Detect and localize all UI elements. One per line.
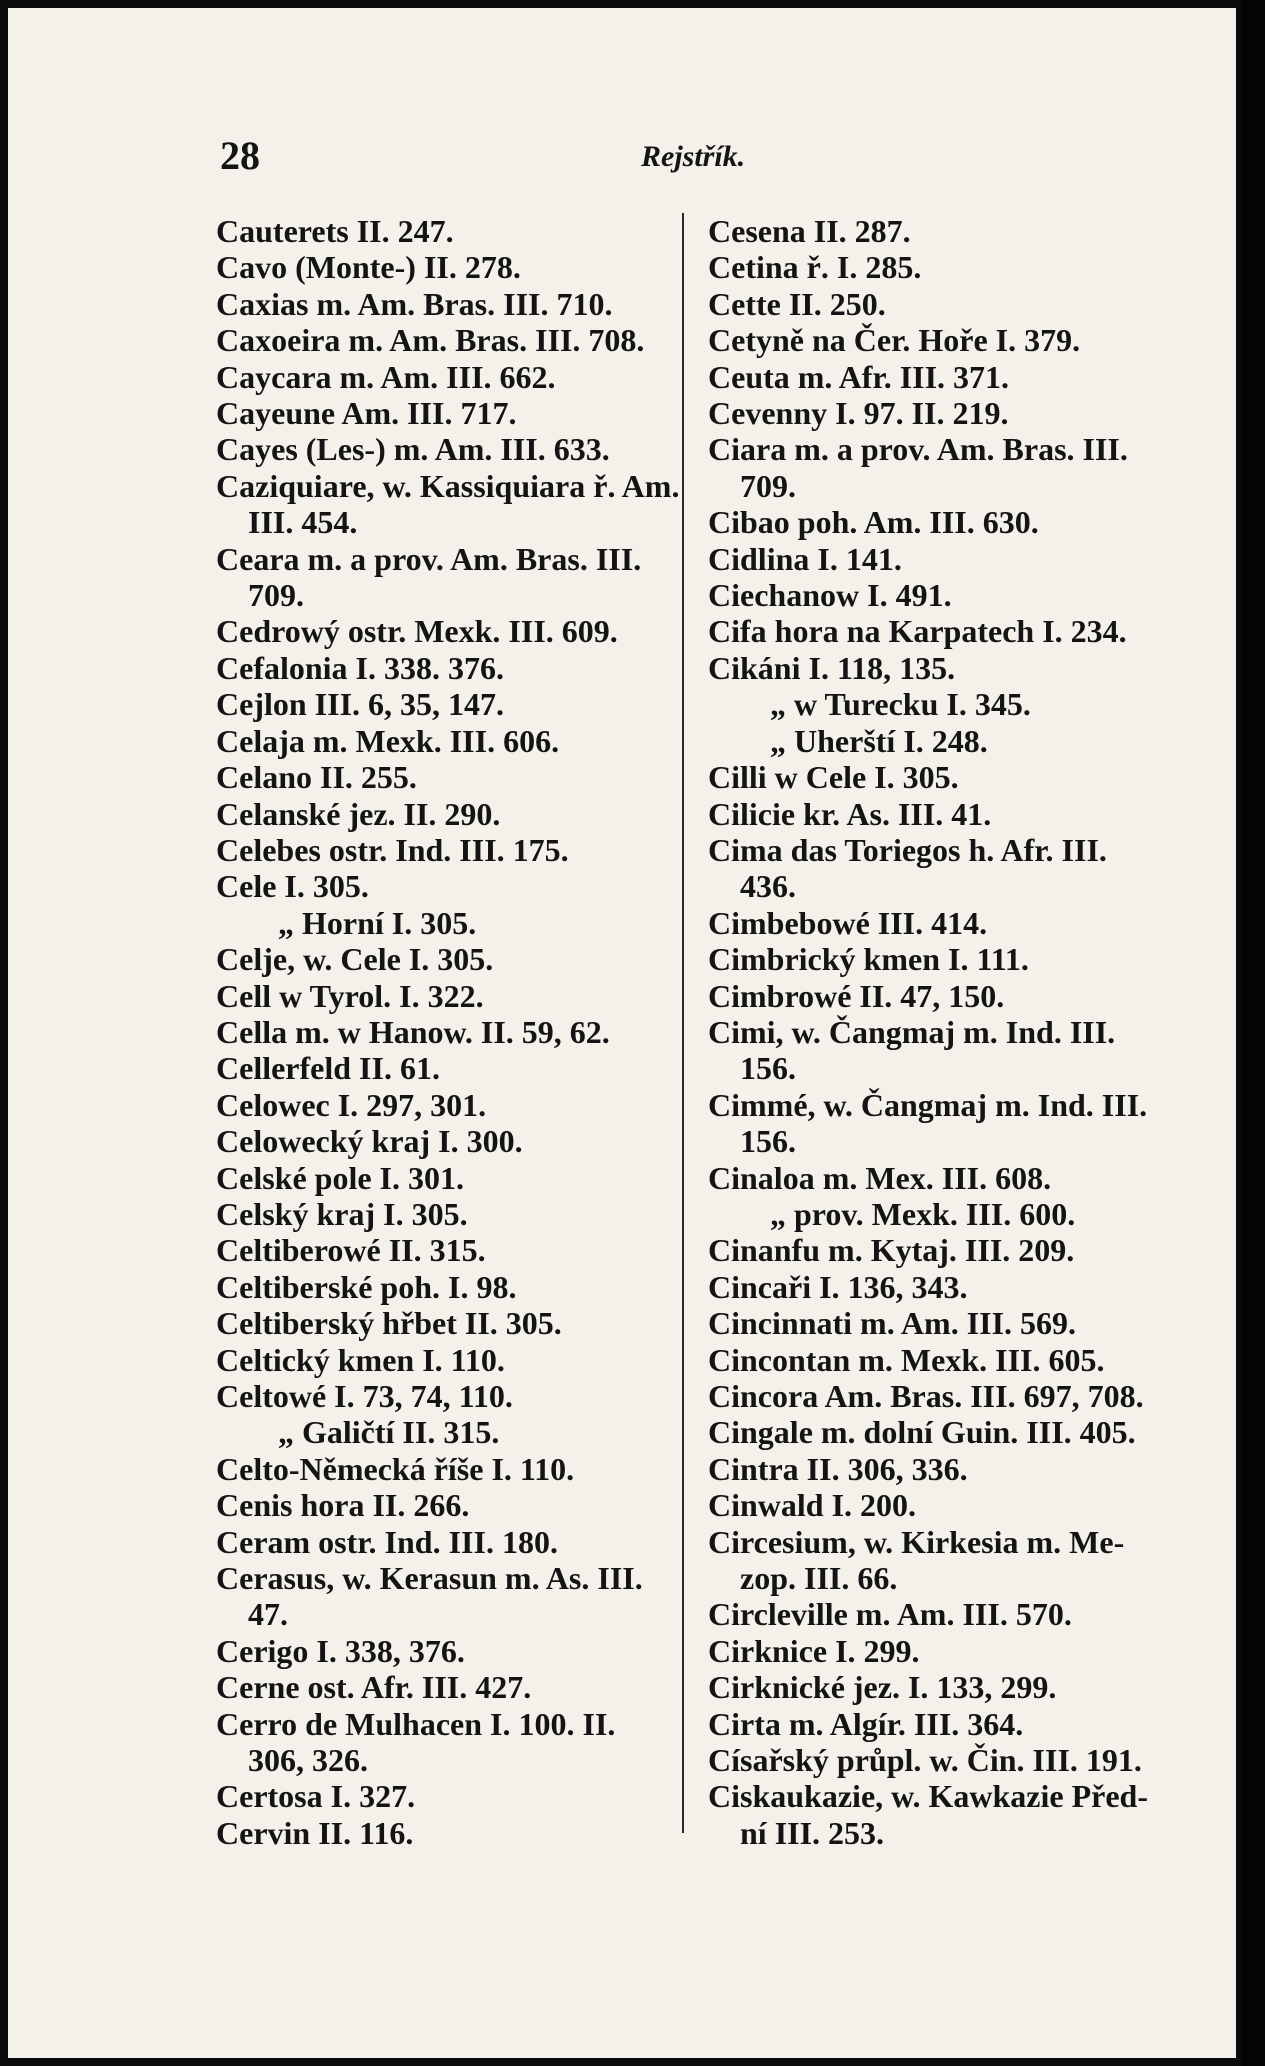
index-entry: Cauterets II. 247. bbox=[216, 213, 454, 249]
index-entry: Ceuta m. Afr. III. 371. bbox=[708, 358, 1010, 395]
index-entry: Cimbrowé II. 47, 150. bbox=[708, 977, 1005, 1014]
index-entry: Cilicie kr. As. III. 41. bbox=[708, 795, 992, 832]
index-entry: Císařský průpl. w. Čin. III. 191. bbox=[708, 1742, 1142, 1779]
index-entry: Cevenny I. 97. II. 219. bbox=[708, 395, 1009, 432]
index-entry: Celské pole I. 301. bbox=[216, 1159, 464, 1196]
index-entry: Cinaloa m. Mex. III. 608. bbox=[708, 1159, 1052, 1196]
index-entry: Cayeune Am. III. 717. bbox=[216, 395, 517, 432]
index-entry: Cetyně na Čer. Hoře I. 379. bbox=[708, 322, 1081, 359]
index-entry: Caxias m. Am. Bras. III. 710. bbox=[216, 285, 613, 322]
index-entry: ní III. 253. bbox=[740, 1814, 885, 1851]
index-entry: Celto-Německá říše I. 110. bbox=[216, 1450, 575, 1487]
index-entry: Cerasus, w. Kerasun m. As. III. bbox=[216, 1560, 643, 1597]
index-entry: 709. bbox=[248, 577, 304, 614]
index-entry: Cifa hora na Karpatech I. 234. bbox=[708, 613, 1127, 650]
index-entry: Celtiberowé II. 315. bbox=[216, 1232, 486, 1269]
index-entry: Cirknice I. 299. bbox=[708, 1632, 920, 1669]
index-entry: Ceara m. a prov. Am. Bras. III. bbox=[216, 540, 642, 577]
index-entry: 436. bbox=[740, 868, 796, 905]
index-entry: Cimbrický kmen I. 111. bbox=[708, 941, 1029, 978]
index-entry: Cette II. 250. bbox=[708, 285, 886, 322]
index-entry: Cilli w Cele I. 305. bbox=[708, 759, 959, 796]
index-entry: Cidlina I. 141. bbox=[708, 540, 902, 577]
index-entry: Cell w Tyrol. I. 322. bbox=[216, 977, 484, 1014]
index-entry: Cimi, w. Čangmaj m. Ind. III. bbox=[708, 1013, 1116, 1050]
index-entry: Ciechanow I. 491. bbox=[708, 577, 952, 614]
index-entry: Cinwald I. 200. bbox=[708, 1487, 917, 1524]
index-entry: Cimbebowé III. 414. bbox=[708, 904, 988, 941]
index-entry: Cella m. w Hanow. II. 59, 62. bbox=[216, 1013, 610, 1050]
index-entry: 306, 326. bbox=[248, 1742, 368, 1779]
index-entry: Cimmé, w. Čangmaj m. Ind. III. bbox=[708, 1086, 1148, 1123]
book-page bbox=[8, 8, 1236, 2058]
index-entry: Celtiberský hřbet II. 305. bbox=[216, 1305, 562, 1342]
index-entry: Cenis hora II. 266. bbox=[216, 1487, 470, 1524]
index-entry: „ Galičtí II. 315. bbox=[278, 1414, 500, 1451]
index-entry: Cejlon III. 6, 35, 147. bbox=[216, 686, 505, 723]
index-entry: Ceram ostr. Ind. III. 180. bbox=[216, 1523, 558, 1560]
index-entry: Ciskaukazie, w. Kawkazie Před- bbox=[708, 1778, 1148, 1815]
index-entry: zop. III. 66. bbox=[740, 1560, 898, 1597]
index-entry: Celebes ostr. Ind. III. 175. bbox=[216, 831, 569, 868]
index-entry: Cellerfeld II. 61. bbox=[216, 1050, 440, 1087]
index-entry: Certosa I. 327. bbox=[216, 1778, 416, 1815]
index-entry: Circleville m. Am. III. 570. bbox=[708, 1596, 1072, 1633]
index-entry: Celtiberské poh. I. 98. bbox=[216, 1268, 517, 1305]
index-entry: Celský kraj I. 305. bbox=[216, 1195, 468, 1232]
index-entry: Cerigo I. 338, 376. bbox=[216, 1632, 465, 1669]
index-entry: „ prov. Mexk. III. 600. bbox=[770, 1195, 1076, 1232]
index-entry: Cincaři I. 136, 343. bbox=[708, 1268, 968, 1305]
index-entry: „ Uherští I. 248. bbox=[770, 722, 988, 759]
index-entry: Celowec I. 297, 301. bbox=[216, 1086, 487, 1123]
index-column-right bbox=[708, 213, 1178, 1851]
index-entry: Celanské jez. II. 290. bbox=[216, 795, 501, 832]
index-entry: Cincora Am. Bras. III. 697, 708. bbox=[708, 1378, 1144, 1414]
index-entry: Caycara m. Am. III. 662. bbox=[216, 358, 556, 395]
index-entry: „ w Turecku I. 345. bbox=[770, 686, 1031, 723]
index-entry: Cesena II. 287. bbox=[708, 213, 911, 249]
running-title: Rejstřík. bbox=[641, 140, 746, 173]
index-entry: Circesium, w. Kirkesia m. Me- bbox=[708, 1523, 1125, 1560]
index-entry: III. 454. bbox=[248, 504, 358, 541]
index-entry: Cayes (Les-) m. Am. III. 633. bbox=[216, 431, 610, 468]
index-entry: Cervin II. 116. bbox=[216, 1814, 414, 1851]
index-entry: Cele I. 305. bbox=[216, 868, 369, 905]
index-entry: Cikáni I. 118, 135. bbox=[708, 649, 956, 686]
index-entry: Cerro de Mulhacen I. 100. II. bbox=[216, 1705, 616, 1742]
index-entry: Celtowé I. 73, 74, 110. bbox=[216, 1378, 513, 1414]
index-entry: Cinanfu m. Kytaj. III. 209. bbox=[708, 1232, 1075, 1269]
index-column-left bbox=[216, 213, 686, 1851]
index-entry: Caziquiare, w. Kassiquiara ř. Am. bbox=[216, 467, 680, 504]
index-entry: Ciara m. a prov. Am. Bras. III. bbox=[708, 431, 1128, 468]
index-entry: Celaja m. Mexk. III. 606. bbox=[216, 722, 560, 759]
index-entry: Celowecký kraj I. 300. bbox=[216, 1123, 523, 1160]
column-divider bbox=[682, 213, 684, 1833]
index-entry: „ Horní I. 305. bbox=[278, 904, 477, 941]
index-entry: 156. bbox=[740, 1050, 796, 1087]
index-entry: Cima das Toriegos h. Afr. III. bbox=[708, 831, 1107, 868]
index-entry: Cavo (Monte-) II. 278. bbox=[216, 249, 521, 286]
scan-edge bbox=[1241, 0, 1265, 2066]
index-entry: Cirta m. Algír. III. 364. bbox=[708, 1705, 1024, 1742]
index-entry: Cibao poh. Am. III. 630. bbox=[708, 504, 1039, 541]
page-number: 28 bbox=[220, 133, 260, 178]
index-entry: Cincinnati m. Am. III. 569. bbox=[708, 1305, 1077, 1342]
index-entry: Cincontan m. Mexk. III. 605. bbox=[708, 1341, 1105, 1378]
index-entry: 709. bbox=[740, 467, 796, 504]
index-entry: Cirknické jez. I. 133, 299. bbox=[708, 1669, 1057, 1706]
index-entry: Cerne ost. Afr. III. 427. bbox=[216, 1669, 532, 1706]
index-entry: Caxoeira m. Am. Bras. III. 708. bbox=[216, 322, 645, 359]
index-entry: 156. bbox=[740, 1123, 796, 1160]
index-entry: Celtický kmen I. 110. bbox=[216, 1341, 505, 1378]
index-entry: Cintra II. 306, 336. bbox=[708, 1450, 968, 1487]
index-entry: Cetina ř. I. 285. bbox=[708, 249, 922, 286]
index-entry: Cingale m. dolní Guin. III. 405. bbox=[708, 1414, 1136, 1451]
index-entry: Cefalonia I. 338. 376. bbox=[216, 649, 504, 686]
index-entry: 47. bbox=[248, 1596, 288, 1633]
index-entry: Celje, w. Cele I. 305. bbox=[216, 941, 494, 978]
index-entry: Celano II. 255. bbox=[216, 759, 417, 796]
index-entry: Cedrowý ostr. Mexk. III. 609. bbox=[216, 613, 618, 650]
